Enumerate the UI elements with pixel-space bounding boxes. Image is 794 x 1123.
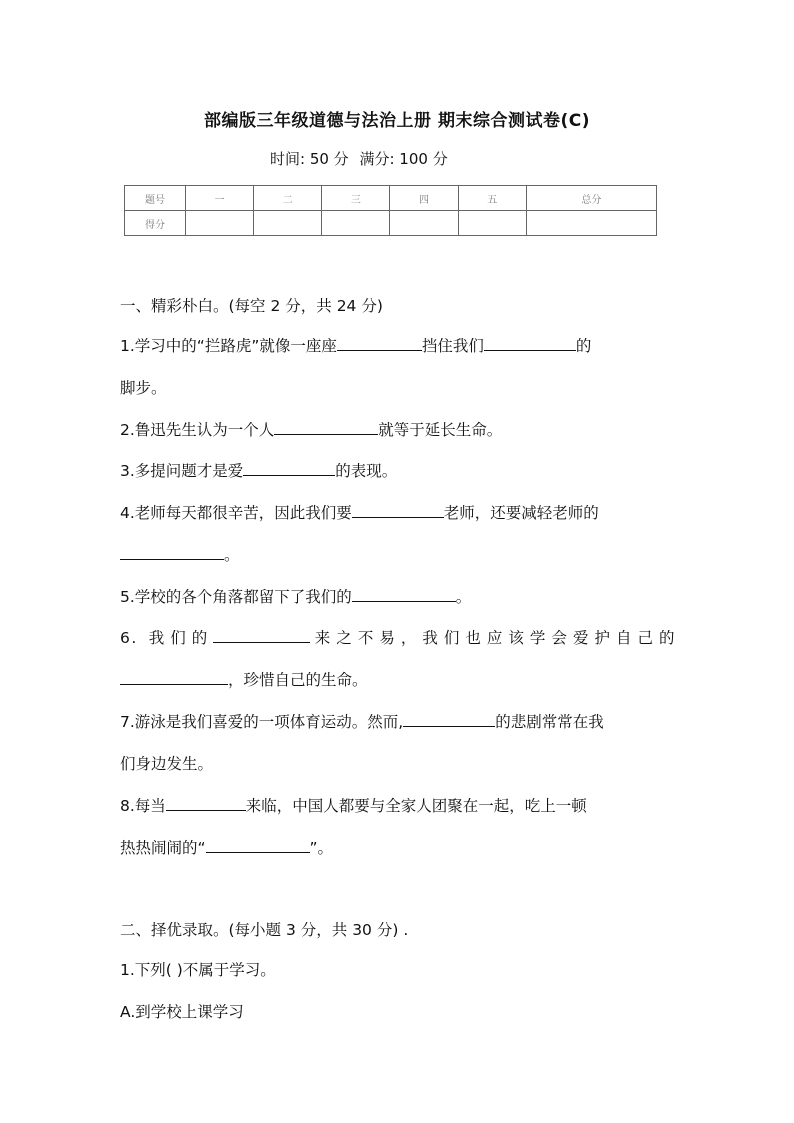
question-text: 2.鲁迅先生认为一个人 — [120, 421, 275, 439]
question-text: 4.老师每天都很辛苦，因此我们要 — [120, 504, 352, 522]
question-5 — [120, 576, 676, 618]
question-6 — [120, 617, 676, 701]
score-table-header-cell: 总分 — [526, 186, 656, 211]
answer-blank[interactable] — [120, 543, 224, 560]
option-text: A.到学校上课学习 — [120, 1003, 244, 1021]
mc-question-1 — [120, 949, 676, 991]
score-table-header-cell: 题号 — [125, 186, 186, 211]
question-3 — [120, 450, 676, 492]
score-cell[interactable] — [254, 211, 322, 236]
question-text: 就等于延长生命。 — [378, 421, 503, 439]
question-text: 脚步。 — [120, 379, 167, 397]
question-text: 6. 我们的 — [120, 629, 214, 647]
answer-blank[interactable] — [337, 334, 422, 351]
answer-blank[interactable] — [352, 585, 456, 602]
question-text: 挡住我们 — [421, 337, 484, 355]
question-text: ，珍惜自己的生命。 — [228, 671, 368, 689]
question-text: 热热闹闹的“ — [120, 839, 206, 857]
score-table-header-cell: 五 — [458, 186, 526, 211]
question-text: 8.每当 — [120, 797, 166, 815]
question-text: 的 — [575, 337, 592, 355]
score-cell[interactable] — [322, 211, 390, 236]
answer-blank[interactable] — [352, 501, 444, 518]
answer-blank[interactable] — [206, 836, 310, 853]
section2-heading: 二、择优录取。(每小题 3 分，共 30 分) . — [120, 921, 409, 939]
question-text: 3.多提问题才是爱 — [120, 462, 244, 480]
answer-blank[interactable] — [120, 668, 228, 685]
question-text: 7.游泳是我们喜爱的一项体育运动。然而, — [120, 713, 404, 731]
question-text: 来之不易，我们也应该学会爱护自己的 — [310, 629, 676, 647]
score-table-header-cell: 二 — [254, 186, 322, 211]
section1-heading: 一、精彩朴白。(每空 2 分，共 24 分) — [120, 297, 383, 315]
time-limit: 时间: 50 分 — [270, 150, 349, 168]
question-8 — [120, 785, 676, 869]
answer-blank[interactable] — [274, 418, 378, 435]
question-7 — [120, 701, 676, 785]
question-text: 1.学习中的“拦路虎”就像一座座 — [120, 337, 337, 355]
score-table-header-row — [125, 186, 657, 211]
question-text: 老师，还要减轻老师的 — [443, 504, 599, 522]
score-table — [124, 185, 657, 236]
score-row-label: 得分 — [125, 211, 186, 236]
answer-blank[interactable] — [166, 794, 246, 811]
answer-blank[interactable] — [243, 459, 335, 476]
score-table-header-cell: 三 — [322, 186, 390, 211]
score-table-score-row — [125, 211, 657, 236]
score-cell[interactable] — [186, 211, 254, 236]
question-text: 1.下列( )不属于学习。 — [120, 961, 276, 979]
answer-blank[interactable] — [484, 334, 576, 351]
question-text: 。 — [455, 588, 472, 606]
answer-blank[interactable] — [403, 710, 495, 727]
answer-blank[interactable] — [213, 626, 310, 643]
question-text: ”。 — [309, 839, 334, 857]
full-score: 满分: 100 分 — [359, 150, 448, 168]
question-text: 。 — [224, 546, 240, 564]
question-2 — [120, 409, 676, 451]
score-cell[interactable] — [458, 211, 526, 236]
question-text: 5.学校的各个角落都留下了我们的 — [120, 588, 352, 606]
question-text: 的表现。 — [335, 462, 398, 480]
score-table-header-cell: 四 — [390, 186, 458, 211]
question-text: 的悲剧常常在我 — [495, 713, 604, 731]
score-cell[interactable] — [526, 211, 656, 236]
score-cell[interactable] — [390, 211, 458, 236]
question-1 — [120, 325, 676, 409]
exam-title: 部编版三年级道德与法治上册 期末综合测试卷(C) — [204, 111, 590, 131]
score-table-header-cell: 一 — [186, 186, 254, 211]
question-4 — [120, 492, 676, 576]
question-text: 们身边发生。 — [120, 755, 214, 773]
exam-meta — [270, 148, 454, 169]
mc-option-a[interactable] — [120, 991, 676, 1033]
question-text: 来临，中国人都要与全家人团聚在一起，吃上一顿 — [245, 797, 587, 815]
